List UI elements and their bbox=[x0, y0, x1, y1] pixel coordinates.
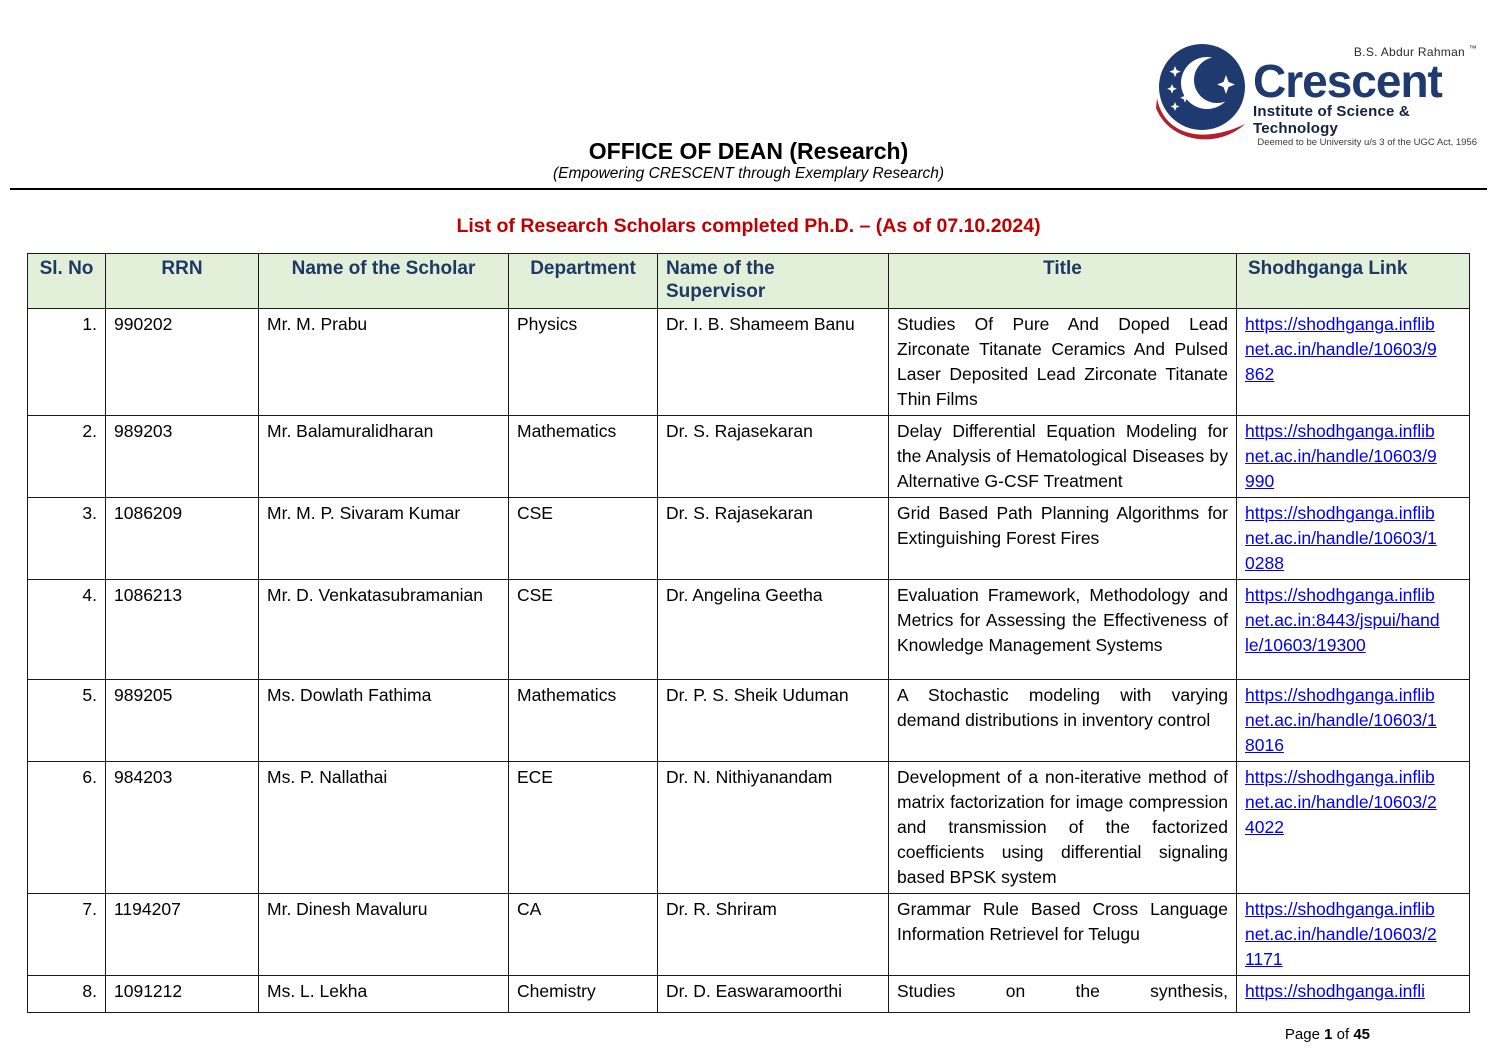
cell-scholar-name: Ms. Dowlath Fathima bbox=[259, 680, 509, 762]
cell-sl-no: 4. bbox=[28, 580, 106, 680]
cell-supervisor: Dr. R. Shriram bbox=[658, 894, 889, 976]
table-row bbox=[28, 309, 1470, 416]
shodhganga-link[interactable]: https://shodhganga.inflibnet.ac.in/handle/10603/24022 bbox=[1245, 767, 1437, 837]
cell-department: ECE bbox=[509, 762, 658, 894]
cell-supervisor: Dr. S. Rajasekaran bbox=[658, 416, 889, 498]
page-title: OFFICE OF DEAN (Research) bbox=[588, 138, 909, 164]
cell-sl-no: 6. bbox=[28, 762, 106, 894]
cell-shodhganga-link bbox=[1237, 580, 1470, 680]
cell-shodhganga-link bbox=[1237, 309, 1470, 416]
cell-thesis-title: Evaluation Framework, Methodology and Metrics for Assessing the Effectiveness of Knowledge Management Systems bbox=[889, 580, 1237, 680]
cell-thesis-title: Studies on the synthesis, bbox=[889, 976, 1237, 1013]
institute-logo bbox=[1155, 42, 1477, 148]
cell-sl-no: 1. bbox=[28, 309, 106, 416]
cell-department: Mathematics bbox=[509, 680, 658, 762]
cell-thesis-title: A Stochastic modeling with varying demand distributions in inventory control bbox=[889, 680, 1237, 762]
scholar-table-body bbox=[28, 309, 1470, 1013]
cell-scholar-name: Mr. M. P. Sivaram Kumar bbox=[259, 498, 509, 580]
logo-brand: Crescent bbox=[1253, 55, 1442, 107]
header-shodhganga-link: Shodhganga Link bbox=[1237, 254, 1470, 309]
table-row bbox=[28, 762, 1470, 894]
cell-shodhganga-link bbox=[1237, 416, 1470, 498]
page-number: 1 bbox=[1324, 1026, 1333, 1043]
table-row bbox=[28, 976, 1470, 1013]
cell-thesis-title: Studies Of Pure And Doped Lead Zirconate Titanate Ceramics And Pulsed Laser Deposited Lead Zirconate Titanate Thin Films bbox=[889, 309, 1237, 416]
cell-rrn: 990202 bbox=[106, 309, 259, 416]
header-department: Department bbox=[509, 254, 658, 309]
shodhganga-link[interactable]: https://shodhganga.inflibnet.ac.in/handle/10603/10288 bbox=[1245, 503, 1437, 573]
cell-scholar-name: Ms. L. Lekha bbox=[259, 976, 509, 1013]
cell-shodhganga-link bbox=[1237, 976, 1470, 1013]
cell-thesis-title: Grammar Rule Based Cross Language Information Retrievel for Telugu bbox=[889, 894, 1237, 976]
scholars-table bbox=[27, 253, 1470, 1013]
cell-department: Physics bbox=[509, 309, 658, 416]
header-sl-no: Sl. No bbox=[28, 254, 106, 309]
cell-shodhganga-link bbox=[1237, 680, 1470, 762]
header-rrn: RRN bbox=[106, 254, 259, 309]
tm-symbol: ™ bbox=[1468, 44, 1477, 53]
shodhganga-link[interactable]: https://shodhganga.inflibnet.ac.in:8443/jspui/handle/10603/19300 bbox=[1245, 585, 1440, 655]
cell-supervisor: Dr. N. Nithiyanandam bbox=[658, 762, 889, 894]
cell-thesis-title: Delay Differential Equation Modeling for the Analysis of Hematological Diseases by Alternative G-CSF Treatment bbox=[889, 416, 1237, 498]
cell-sl-no: 3. bbox=[28, 498, 106, 580]
cell-department: CSE bbox=[509, 580, 658, 680]
cell-supervisor: Dr. P. S. Sheik Uduman bbox=[658, 680, 889, 762]
shodhganga-link[interactable]: https://shodhganga.infli bbox=[1245, 981, 1425, 1001]
table-row bbox=[28, 498, 1470, 580]
total-pages: 45 bbox=[1353, 1026, 1370, 1043]
cell-shodhganga-link bbox=[1237, 498, 1470, 580]
cell-scholar-name: Ms. P. Nallathai bbox=[259, 762, 509, 894]
table-row bbox=[28, 680, 1470, 762]
cell-department: CSE bbox=[509, 498, 658, 580]
cell-sl-no: 2. bbox=[28, 416, 106, 498]
cell-scholar-name: Mr. Dinesh Mavaluru bbox=[259, 894, 509, 976]
cell-rrn: 1086213 bbox=[106, 580, 259, 680]
page-footer: Page 1 of 45 bbox=[1284, 1026, 1370, 1043]
cell-scholar-name: Mr. M. Prabu bbox=[259, 309, 509, 416]
logo-institute-line: Institute of Science & Technology bbox=[1253, 103, 1410, 137]
cell-department: Mathematics bbox=[509, 416, 658, 498]
cell-rrn: 989203 bbox=[106, 416, 259, 498]
header-scholar-name: Name of the Scholar bbox=[259, 254, 509, 309]
header-supervisor: Name of the Supervisor bbox=[658, 254, 889, 309]
cell-rrn: 984203 bbox=[106, 762, 259, 894]
header-title: Title bbox=[889, 254, 1237, 309]
cell-rrn: 1091212 bbox=[106, 976, 259, 1013]
cell-rrn: 1194207 bbox=[106, 894, 259, 976]
cell-sl-no: 7. bbox=[28, 894, 106, 976]
cell-scholar-name: Mr. D. Venkatasubramanian bbox=[259, 580, 509, 680]
cell-supervisor: Dr. Angelina Geetha bbox=[658, 580, 889, 680]
divider-rule bbox=[10, 188, 1487, 190]
table-header-row bbox=[28, 254, 1470, 309]
table-row bbox=[28, 416, 1470, 498]
shodhganga-link[interactable]: https://shodhganga.inflibnet.ac.in/handle/10603/9990 bbox=[1245, 421, 1437, 491]
cell-supervisor: Dr. I. B. Shameem Banu bbox=[658, 309, 889, 416]
cell-shodhganga-link bbox=[1237, 762, 1470, 894]
cell-scholar-name: Mr. Balamuralidharan bbox=[259, 416, 509, 498]
table-row bbox=[28, 580, 1470, 680]
logo-trademark-name: B.S. Abdur Rahman ™ bbox=[1353, 44, 1477, 59]
shodhganga-link[interactable]: https://shodhganga.inflibnet.ac.in/handle/10603/21171 bbox=[1245, 899, 1437, 969]
cell-department: CA bbox=[509, 894, 658, 976]
cell-sl-no: 8. bbox=[28, 976, 106, 1013]
page-subtitle: (Empowering CRESCENT through Exemplary Research) bbox=[552, 165, 945, 182]
table-row bbox=[28, 894, 1470, 976]
cell-supervisor: Dr. D. Easwaramoorthi bbox=[658, 976, 889, 1013]
cell-supervisor: Dr. S. Rajasekaran bbox=[658, 498, 889, 580]
logo-text-block bbox=[1249, 42, 1477, 149]
cell-thesis-title: Grid Based Path Planning Algorithms for Extinguishing Forest Fires bbox=[889, 498, 1237, 580]
shodhganga-link[interactable]: https://shodhganga.inflibnet.ac.in/handle/10603/18016 bbox=[1245, 685, 1437, 755]
crescent-emblem-icon bbox=[1155, 42, 1249, 144]
logo-tagline: Deemed to be University u/s 3 of the UGC Act, 1956 bbox=[1257, 137, 1477, 148]
cell-department: Chemistry bbox=[509, 976, 658, 1013]
cell-sl-no: 5. bbox=[28, 680, 106, 762]
shodhganga-link[interactable]: https://shodhganga.inflibnet.ac.in/handle/10603/9862 bbox=[1245, 314, 1437, 384]
list-heading: List of Research Scholars completed Ph.D. – (As of 07.10.2024) bbox=[456, 215, 1041, 237]
cell-rrn: 989205 bbox=[106, 680, 259, 762]
cell-shodhganga-link bbox=[1237, 894, 1470, 976]
cell-rrn: 1086209 bbox=[106, 498, 259, 580]
cell-thesis-title: Development of a non-iterative method of matrix factorization for image compression and transmission of the factorized coefficients using differential signaling based BPSK system bbox=[889, 762, 1237, 894]
